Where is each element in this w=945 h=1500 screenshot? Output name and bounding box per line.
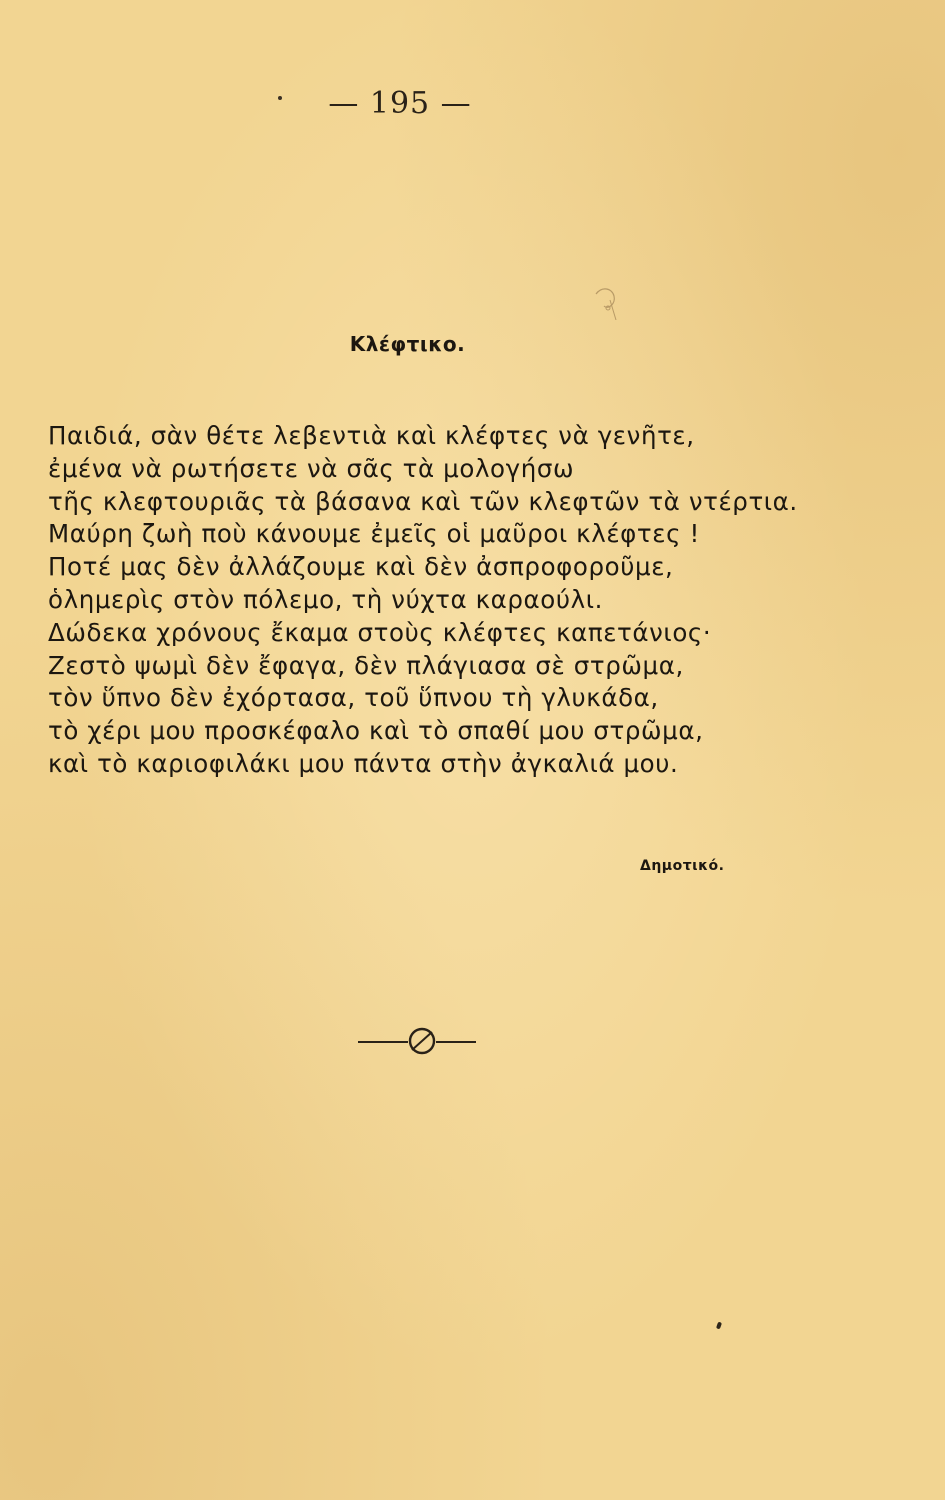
ink-speck [716,1322,722,1330]
stamp-mark-icon [590,280,620,320]
poem-line: τὸ χέρι μου προσκέφαλο καὶ τὸ σπαθί μου στρῶμα, [48,716,704,746]
wreath-ornament-icon [358,1020,483,1060]
poem-line: Ζεστὸ ψωμὶ δὲν ἔφαγα, δὲν πλάγιασα σὲ στρῶμα, [48,650,684,680]
poem-line: καὶ τὸ καριοφιλάκι μου πάντα στὴν ἀγκαλιά μου. [48,748,679,778]
poem-body [48,420,848,781]
page-number: — 195 — [328,86,472,121]
poem-line: ἐμένα νὰ ρωτήσετε νὰ σᾶς τὰ μολογήσω [48,453,575,483]
poem-line: Δώδεκα χρόνους ἔκαμα στοὺς κλέφτες καπετάνιος· [48,617,712,647]
poem-line: τῆς κλεφτουριᾶς τὰ βάσανα καὶ τῶν κλεφτῶν τὰ ντέρτια. [48,486,798,516]
poem-line: Μαύρη ζωὴ ποὺ κάνουμε ἐμεῖς οἱ μαῦροι κλέφτες ! [48,519,700,549]
poem-line: τὸν ὕπνο δὲν ἐχόρτασα, τοῦ ὕπνου τὴ γλυκάδα, [48,683,659,713]
poem-title: Κλέφτικο. [349,332,466,356]
poem-attribution: Δημοτικό. [640,858,725,874]
poem-line: Παιδιά, σὰν θέτε λεβεντιὰ καὶ κλέφτες νὰ γενῆτε, [48,421,695,450]
poem-line: ὁλημερὶς στὸν πόλεμο, τὴ νύχτα καραούλι. [48,584,604,614]
poem-line: Ποτέ μας δὲν ἀλλάζουμε καὶ δὲν ἀσπροφοροῦμε, [48,552,674,582]
